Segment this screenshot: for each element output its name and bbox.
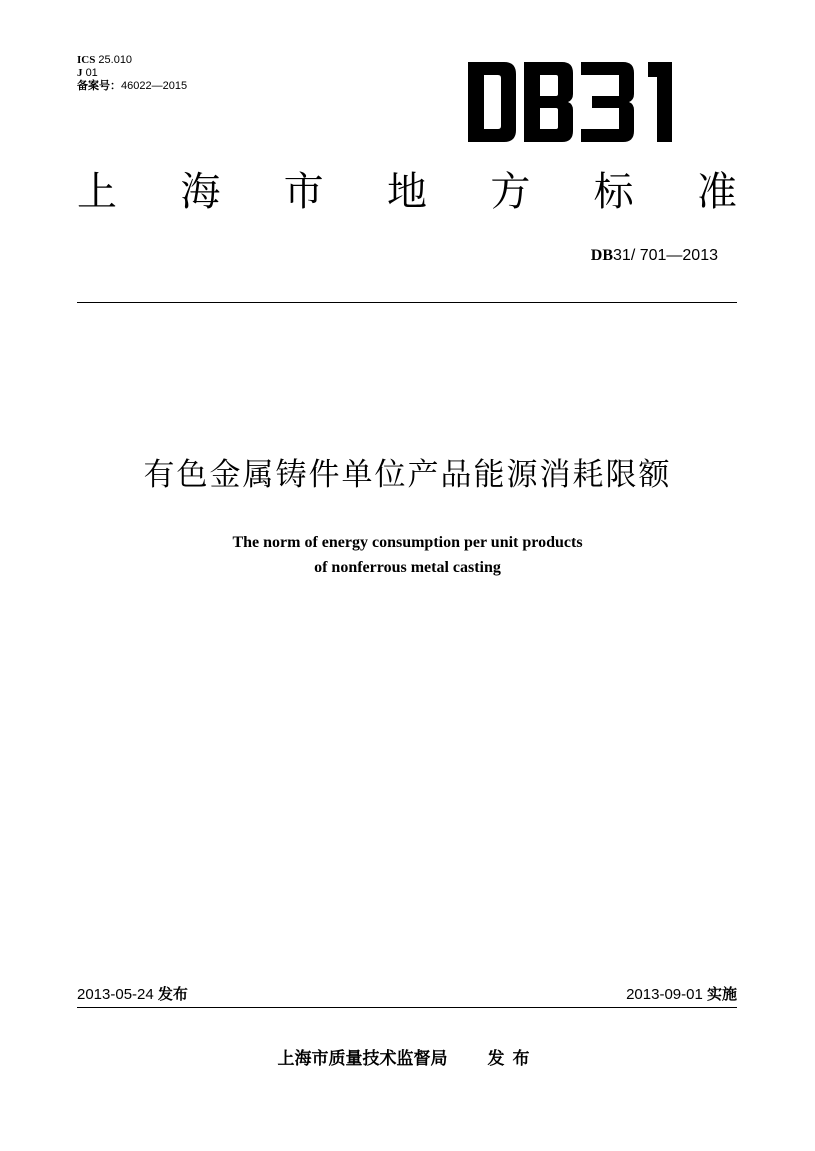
standard-type-char: 海	[180, 169, 221, 215]
record-number: 46022—2015	[121, 80, 188, 92]
standard-type-char: 市	[283, 169, 324, 215]
bottom-divider	[77, 1007, 737, 1008]
standard-type-char: 方	[490, 169, 531, 215]
issue-date-value: 2013-05-24	[77, 986, 154, 1003]
standard-type-char: 上	[77, 169, 117, 215]
standard-type-char: 地	[386, 169, 427, 215]
publisher-name: 上海市质量技术监督局	[277, 1049, 448, 1069]
issue-date	[77, 984, 188, 1005]
title-english-line: of nonferrous metal casting	[314, 559, 501, 576]
classification-line	[77, 67, 187, 80]
standard-type-char: 准	[696, 169, 737, 215]
title-english	[0, 530, 815, 580]
ics-label: ICS	[77, 54, 96, 66]
title-english-line: The norm of energy consumption per unit products	[232, 534, 583, 551]
implementation-date-label: 实施	[706, 985, 737, 1003]
standard-number	[591, 246, 718, 266]
top-divider	[77, 302, 737, 303]
publisher-line	[0, 1048, 815, 1070]
issue-date-label: 发布	[157, 985, 188, 1003]
record-label: 备案号：	[77, 80, 121, 92]
implementation-date	[626, 984, 737, 1005]
db31-logo	[468, 62, 691, 142]
record-line	[77, 80, 187, 93]
ics-line	[77, 54, 187, 67]
standard-type-char: 标	[593, 169, 634, 215]
classification-label: J	[77, 67, 83, 79]
implementation-date-value: 2013-09-01	[626, 986, 703, 1003]
standard-number-prefix: DB	[590, 247, 614, 264]
ics-code: 25.010	[98, 54, 133, 66]
standard-number-rest: 31/ 701—2013	[613, 247, 718, 264]
classification-code: 01	[85, 67, 98, 79]
title-chinese: 有色金属铸件单位产品能源消耗限额	[143, 457, 672, 493]
publisher-action: 发布	[487, 1049, 538, 1069]
standard-type-heading	[77, 168, 737, 216]
metadata-block	[77, 54, 187, 93]
